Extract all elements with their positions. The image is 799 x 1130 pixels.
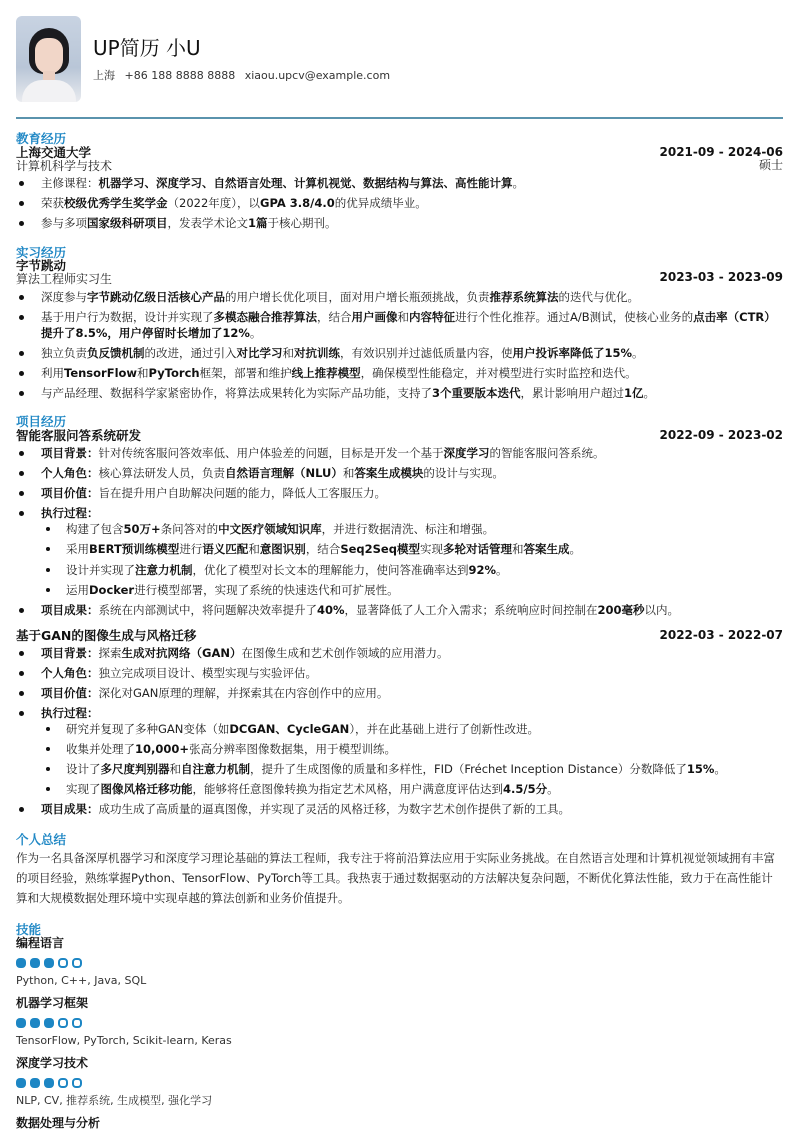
project-date: 2022-09 - 2023-02: [659, 428, 783, 443]
skill-desc: TensorFlow, PyTorch, Scikit-learn, Keras: [16, 1033, 232, 1047]
major: 计算机科学与技术: [16, 158, 113, 173]
list-item: 独立负责负反馈机制的改进，通过引入对比学习和对抗训练，有效识别并过滤低质量内容，使用户投诉率降低了15%。: [16, 345, 783, 361]
resume-header: [16, 16, 783, 102]
process-label: 执行过程：: [41, 506, 99, 521]
list-item: 基于用户行为数据，设计并实现了多模态融合推荐算法，结合用户画像和内容特征进行个性化推荐。通过A/B测试，使核心业务的点击率（CTR）提升了8.5%，用户停留时长增加了12%。: [16, 309, 783, 341]
empty-dot-icon: [72, 958, 82, 968]
project-role: 个人角色：核心算法研发人员，负责自然语言理解（NLU）和答案生成模块的设计与实现。: [16, 465, 783, 481]
filled-dot-icon: [16, 958, 26, 968]
list-item: 收集并处理了10,000+张高分辨率图像数据集，用于模型训练。: [41, 741, 783, 757]
skill-level-dots: [16, 1018, 783, 1028]
skill-name: 数据处理与分析: [16, 1115, 101, 1130]
list-item: 深度参与字节跳动亿级日活核心产品的用户增长优化项目，面对用户增长瓶颈挑战，负责推荐系统算法的迭代与优化。: [16, 289, 783, 305]
header-divider: [16, 117, 783, 119]
list-item: 运用Docker进行模型部署，实现了系统的快速迭代和可扩展性。: [41, 582, 783, 598]
filled-dot-icon: [44, 1018, 54, 1028]
project-entry-2: [16, 629, 783, 818]
filled-dot-icon: [16, 1018, 26, 1028]
process-steps: [41, 521, 783, 597]
empty-dot-icon: [72, 1078, 82, 1088]
skills-list: [16, 936, 783, 1130]
candidate-name: UP简历 小U: [93, 36, 201, 61]
education-date: 2021-09 - 2024-06: [659, 144, 783, 159]
education-bullets: [16, 175, 783, 231]
company-name: 字节跳动: [16, 258, 67, 274]
internship-bullets: [16, 289, 783, 402]
skill-item: [16, 996, 783, 1048]
section-title-internship: 实习经历: [16, 244, 67, 260]
project-bullets: [16, 645, 783, 818]
project-background: 项目背景：针对传统客服问答效率低、用户体验差的问题，目标是开发一个基于深度学习的智能客服问答系统。: [16, 445, 783, 461]
empty-dot-icon: [58, 1078, 68, 1088]
header-info: [93, 34, 396, 84]
project-role: 个人角色：独立完成项目设计、模型实现与实验评估。: [16, 665, 783, 681]
project-process: [16, 705, 783, 797]
education-section: [16, 132, 783, 232]
filled-dot-icon: [30, 1078, 40, 1088]
section-title-skills: 技能: [16, 921, 42, 937]
list-item: 利用TensorFlow和PyTorch框架，部署和维护线上推荐模型，确保模型性能稳定，并对模型进行实时监控和迭代。: [16, 365, 783, 381]
resume-page: [16, 16, 783, 1130]
filled-dot-icon: [44, 1078, 54, 1088]
project-name: 基于GAN的图像生成与风格迁移: [16, 627, 197, 643]
project-date: 2022-03 - 2022-07: [659, 627, 783, 642]
avatar: [16, 16, 81, 102]
empty-dot-icon: [58, 1018, 68, 1028]
skill-level-dots: [16, 1078, 783, 1088]
skill-level-dots: [16, 958, 783, 968]
list-item: 构建了包含50万+条问答对的中文医疗领域知识库，并进行数据清洗、标注和增强。: [41, 521, 783, 537]
email: xiaou.upcv@example.com: [244, 69, 391, 83]
filled-dot-icon: [44, 958, 54, 968]
summary-section: [16, 833, 783, 908]
list-item: 采用BERT预训练模型进行语义匹配和意图识别，结合Seq2Seq模型实现多轮对话管理和答案生成。: [41, 541, 783, 557]
contact-line: [93, 68, 396, 84]
skill-desc: Python, C++, Java, SQL: [16, 973, 147, 987]
internship-section: [16, 246, 783, 402]
list-item: 设计了多尺度判别器和自注意力机制，提升了生成图像的质量和多样性，FID（Fréchet Inception Distance）分数降低了15%。: [41, 761, 783, 777]
project-value: 项目价值：旨在提升用户自助解决问题的能力，降低人工客服压力。: [16, 485, 783, 501]
project-entry-1: [16, 429, 783, 618]
process-label: 执行过程：: [41, 705, 99, 720]
skill-item: [16, 1116, 783, 1130]
list-item: 与产品经理、数据科学家紧密协作，将算法成果转化为实际产品功能，支持了3个重要版本迭代，累计影响用户超过1亿。: [16, 385, 783, 401]
project-background: 项目背景：探索生成对抗网络（GAN）在图像生成和艺术创作领域的应用潜力。: [16, 645, 783, 661]
list-item: 参与多项国家级科研项目，发表学术论文1篇于核心期刊。: [16, 215, 783, 231]
skill-item: [16, 936, 783, 988]
internship-date: 2023-03 - 2023-09: [659, 270, 783, 285]
skill-item: [16, 1056, 783, 1108]
filled-dot-icon: [16, 1078, 26, 1088]
project-value: 项目价值：深化对GAN原理的理解，并探索其在内容创作中的应用。: [16, 685, 783, 701]
project-result: 项目成果：系统在内部测试中，将问题解决效率提升了40%，显著降低了人工介入需求；系统响应时间控制在200毫秒以内。: [16, 602, 783, 618]
skill-desc: NLP, CV, 推荐系统, 生成模型, 强化学习: [16, 1093, 213, 1107]
internship-entry-head: [16, 259, 783, 287]
project-process: [16, 505, 783, 597]
filled-dot-icon: [30, 1018, 40, 1028]
section-title-education: 教育经历: [16, 131, 67, 146]
process-steps: [41, 721, 783, 797]
job-role: 算法工程师实习生: [16, 272, 113, 287]
list-item: 实现了图像风格迁移功能，能够将任意图像转换为指定艺术风格，用户满意度评估达到4.5/5分。: [41, 781, 783, 797]
project-name: 智能客服问答系统研发: [16, 428, 142, 444]
section-title-summary: 个人总结: [16, 832, 67, 848]
section-title-projects: 项目经历: [16, 414, 67, 430]
project-bullets: [16, 445, 783, 618]
project-result: 项目成果：成功生成了高质量的逼真图像，并实现了灵活的风格迁移，为数字艺术创作提供了新的工具。: [16, 801, 783, 817]
skills-section: [16, 923, 783, 1130]
phone: +86 188 8888 8888: [124, 69, 236, 83]
summary-text: 作为一名具备深厚机器学习和深度学习理论基础的算法工程师，我专注于将前沿算法应用于实际业务挑战。在自然语言处理和计算机视觉领域拥有丰富的项目经验，熟练掌握Python、TensorFlow、PyTorch等工具。我热衷于通过数据驱动的方法解决复杂问题，不断优化算法性能，致力于在高性能计算和大规模数据处理环境中实现卓越的算法创新和业务价值提升。: [16, 851, 775, 906]
list-item: 设计并实现了注意力机制，优化了模型对长文本的理解能力，使问答准确率达到92%。: [41, 562, 783, 578]
skill-name: 机器学习框架: [16, 996, 89, 1011]
projects-section: [16, 415, 783, 817]
list-item: 荣获校级优秀学生奖学金（2022年度），以GPA 3.8/4.0的优异成绩毕业。: [16, 195, 783, 211]
degree: 硕士: [758, 157, 783, 172]
list-item: 主修课程：机器学习、深度学习、自然语言处理、计算机视觉、数据结构与算法、高性能计算。: [16, 175, 783, 191]
empty-dot-icon: [72, 1018, 82, 1028]
list-item: 研究并复现了多种GAN变体（如DCGAN、CycleGAN），并在此基础上进行了创新性改进。: [41, 721, 783, 737]
empty-dot-icon: [58, 958, 68, 968]
school-name: 上海交通大学: [16, 144, 92, 160]
skill-name: 深度学习技术: [16, 1056, 89, 1071]
skill-name: 编程语言: [16, 936, 65, 951]
education-entry-head: [16, 146, 783, 174]
filled-dot-icon: [30, 958, 40, 968]
city: 上海: [93, 69, 115, 83]
